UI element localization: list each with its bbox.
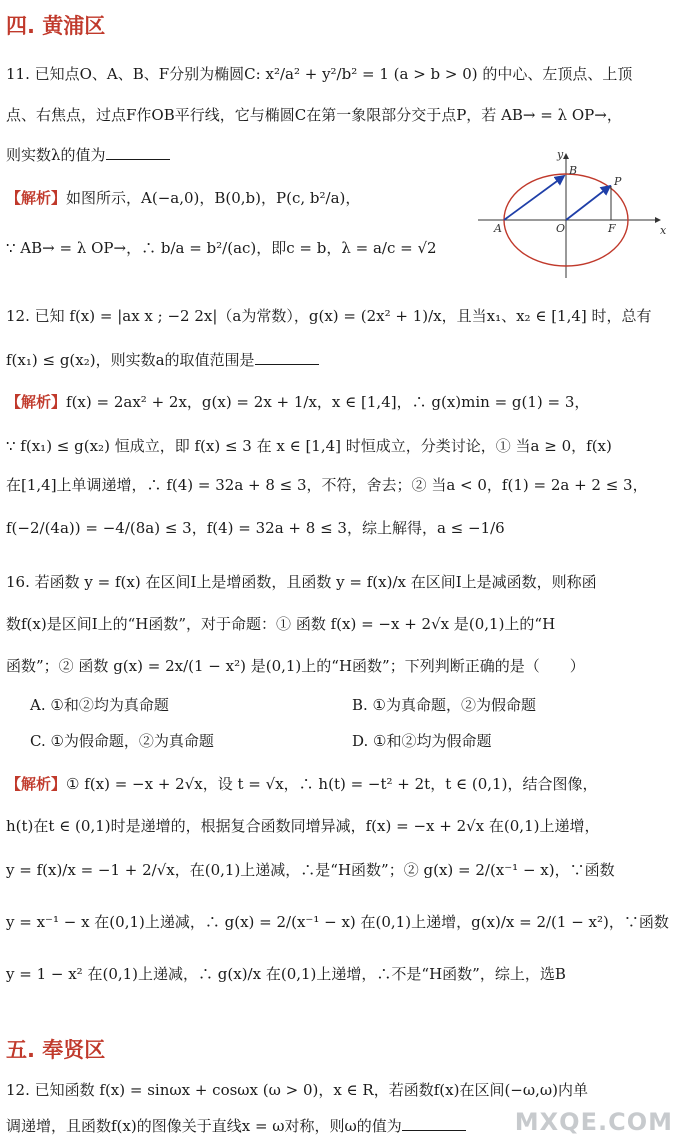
q16-solution-1 xyxy=(6,774,670,794)
vector-op xyxy=(566,186,610,220)
point-b-label: B xyxy=(569,164,578,177)
q16-solution-5: y = 1 − x² 在(0,1)上递减，∴ g(x)/x 在(0,1)上递增，∴不是“H函数”，综上，选B xyxy=(6,965,566,983)
q16-solution-2: h(t)在t ∈ (0,1)时是递增的，根据复合函数同增异减，f(x) = −x + 2√x 在(0,1)上递增， xyxy=(6,817,600,835)
point-f-label: F xyxy=(608,222,616,235)
q16-solution-1-text: ① f(x) = −x + 2√x，设 t = √x，∴ h(t) = −t² + 2t，t ∈ (0,1)，结合图像， xyxy=(66,775,598,793)
solution-tag: 【解析】 xyxy=(6,393,67,411)
q12-solution-1-text: f(x) = 2ax² + 2x，g(x) = 2x + 1/x，x ∈ [1,4]，∴ g(x)min = g(1) = 3， xyxy=(66,393,590,411)
solution-tag: 【解析】 xyxy=(6,189,67,207)
q12-line-2-text: f(x₁) ≤ g(x₂)，则实数a的取值范围是 xyxy=(6,351,255,369)
q16-solution-3: y = f(x)/x = −1 + 2/√x，在(0,1)上递减，∴是“H函数”；② g(x) = 2/(x⁻¹ − x)，∵函数 xyxy=(6,861,615,879)
vector-ab xyxy=(504,176,564,220)
watermark: MXQE.COM xyxy=(514,1108,673,1136)
q12-line-1: 12. 已知 f(x) = |ax x ; −2 2x|（a为常数），g(x) = (2x² + 1)/x，且当x₁、x₂ ∈ [1,4] 时，总有 xyxy=(6,307,652,325)
y-axis-label: y xyxy=(557,148,564,161)
point-o-label: O xyxy=(556,222,566,235)
section-title-fengxian: 五. 奉贤区 xyxy=(6,1038,106,1062)
solution-tag: 【解析】 xyxy=(6,775,67,793)
q12-solution-1 xyxy=(6,392,670,412)
q16-line-1: 16. 若函数 y = f(x) 在区间I上是增函数，且函数 y = f(x)/x 在区间I上是减函数，则称函 xyxy=(6,573,597,591)
q11-solution-1-text: 如图所示，A(−a,0)，B(0,b)，P(c, b²/a)， xyxy=(66,189,361,207)
option-c: C. ①为假命题，②为真命题 xyxy=(30,732,214,750)
point-p-label: P xyxy=(614,175,622,188)
q12-solution-3: 在[1,4]上单调递增，∴ f(4) = 32a + 8 ≤ 3，不符，舍去；② 当a < 0，f(1) = 2a + 2 ≤ 3， xyxy=(6,476,648,494)
q16-line-3: 函数”；② 函数 g(x) = 2x/(1 − x²) 是(0,1)上的“H函数”；下列判断正确的是（ ） xyxy=(6,657,585,675)
q11-solution-2: ∵ AB→ = λ OP→，∴ b/a = b²/(ac)，即c = b，λ = a/c = √2 xyxy=(6,239,437,257)
q12b-line-1: 12. 已知函数 f(x) = sinωx + cosωx (ω > 0)，x ∈ R，若函数f(x)在区间(−ω,ω)内单 xyxy=(6,1081,588,1099)
q11-line-3-text: 则实数λ的值为 xyxy=(6,146,106,164)
option-d: D. ①和②均为假命题 xyxy=(352,732,492,750)
q16-line-2: 数f(x)是区间I上的“H函数”，对于命题：① 函数 f(x) = −x + 2√x 是(0,1)上的“H xyxy=(6,615,556,633)
point-a-label: A xyxy=(494,222,502,235)
q16-solution-4: y = x⁻¹ − x 在(0,1)上递减，∴ g(x) = 2/(x⁻¹ − x) 在(0,1)上递增，g(x)/x = 2/(1 − x²)，∵函数 xyxy=(6,913,669,931)
option-b: B. ①为真命题，②为假命题 xyxy=(352,696,537,714)
q12-solution-2: ∵ f(x₁) ≤ g(x₂) 恒成立，即 f(x) ≤ 3 在 x ∈ [1,4] 时恒成立，分类讨论，① 当a ≥ 0，f(x) xyxy=(6,437,612,455)
q12-line-2 xyxy=(6,350,670,370)
ellipse-figure xyxy=(474,148,670,280)
q11-solution-1 xyxy=(6,188,476,208)
q11-line-2: 点、右焦点，过点F作OB平行线，它与椭圆C在第一象限部分交于点P，若 AB→ = λ OP→， xyxy=(6,106,622,124)
answer-blank xyxy=(255,351,319,365)
answer-blank xyxy=(106,146,170,160)
q12b-line-2-text: 调递增，且函数f(x)的图像关于直线x = ω对称，则ω的值为 xyxy=(6,1117,402,1135)
section-title-huangpu: 四. 黄浦区 xyxy=(6,14,106,38)
q12-solution-4: f(−2/(4a)) = −4/(8a) ≤ 3，f(4) = 32a + 8 ≤ 3，综上解得，a ≤ −1/6 xyxy=(6,519,505,537)
x-axis-label: x xyxy=(660,224,667,237)
option-a: A. ①和②均为真命题 xyxy=(30,696,169,714)
answer-blank xyxy=(402,1117,466,1131)
q11-line-1: 11. 已知点O、A、B、F分别为椭圆C: x²/a² + y²/b² = 1 (a > b > 0) 的中心、左顶点、上顶 xyxy=(6,65,633,83)
